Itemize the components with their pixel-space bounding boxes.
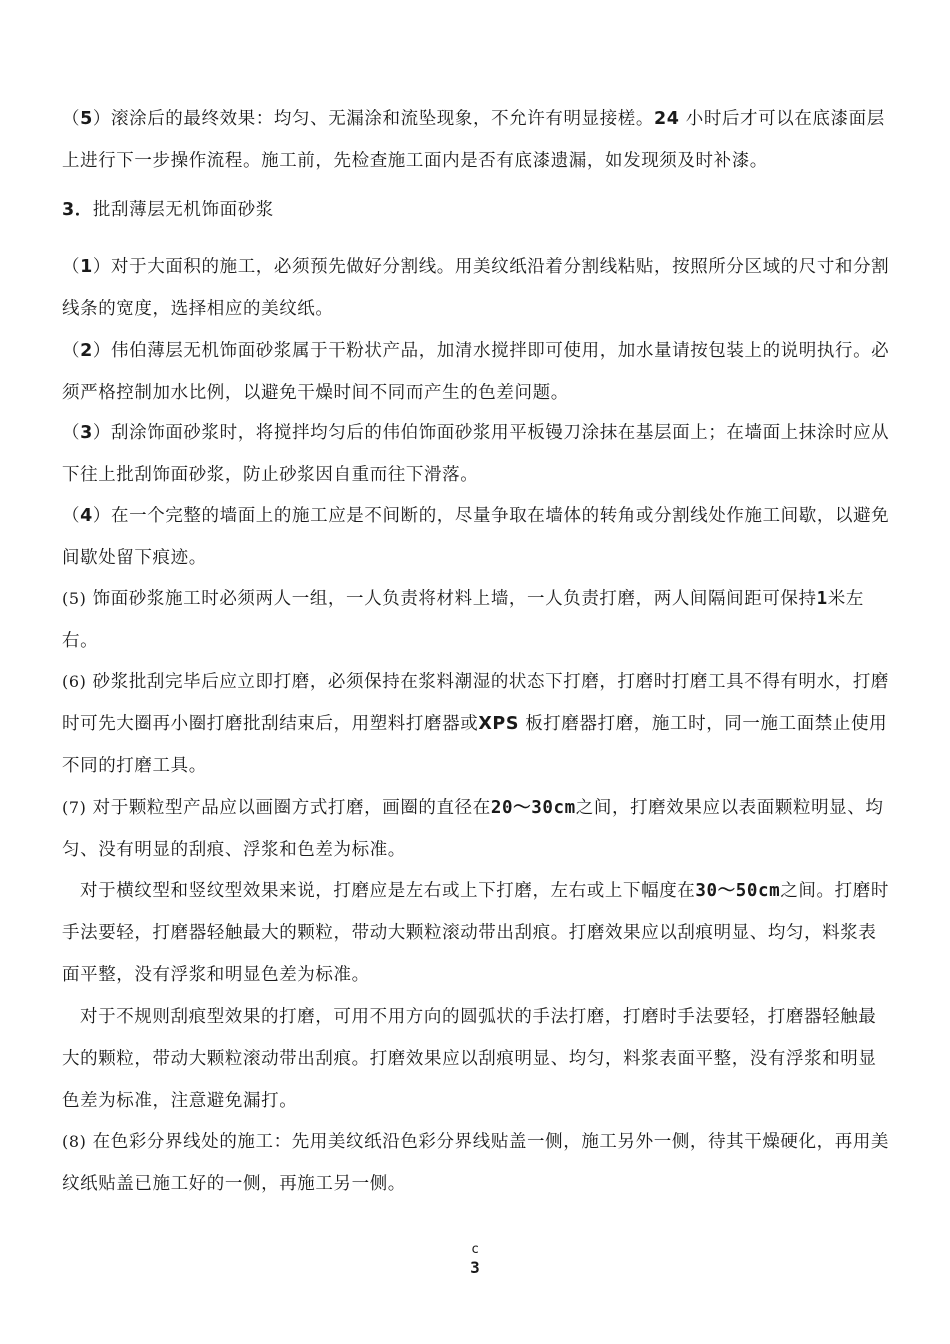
distance-value: 1 (816, 589, 828, 609)
amplitude-range: 30～50cm (695, 881, 781, 901)
paragraph-text: 小时后才可以在底漆面层上进行下一步操作流程。施工前，先检查施工面内是否有底漆遗漏，如发现须及时补漆。 (62, 109, 885, 171)
paragraph-item-1 (62, 246, 894, 330)
paragraph-text: ）在一个完整的墙面上的施工应是不间断的，尽量争取在墙体的转角或分割线处作施工间歇，以避免间歇处留下痕迹。 (62, 506, 890, 568)
item-number: 4 (80, 506, 93, 526)
section-heading (62, 190, 274, 230)
paragraph-text: 在色彩分界线处的施工：先用美纹纸沿色彩分界线贴盖一侧，施工另外一侧，待其干燥硬化，再用美纹纸贴盖已施工好的一侧，再施工另一侧。 (62, 1132, 890, 1194)
paragraph-irregular-pattern (62, 996, 894, 1122)
diameter-range: 20～30cm (490, 798, 576, 818)
paragraph-grain-pattern (62, 870, 894, 996)
paragraph-item-2 (62, 330, 894, 414)
paragraph-text: 对于横纹型和竖纹型效果来说，打磨应是左右或上下打磨，左右或上下幅度在 (80, 881, 696, 901)
paragraph-text: 板打磨器打磨，施工时，同一施工面禁止使用不同的打磨工具。 (62, 714, 888, 776)
item-label: (6) (62, 672, 87, 691)
paragraph-item-5 (62, 578, 894, 662)
paragraph-text: ）对于大面积的施工，必须预先做好分割线。用美纹纸沿着分割线粘贴，按照所分区域的尺寸和分割线条的宽度，选择相应的美纹纸。 (62, 257, 890, 319)
paren-open: （ (62, 109, 81, 129)
paragraph-item-4 (62, 495, 894, 579)
paren-open: （ (62, 506, 81, 526)
item-number: 1 (80, 257, 93, 277)
item-label: (5) (62, 589, 87, 608)
section-title: 批刮薄层无机饰面砂浆 (92, 200, 274, 220)
section-number: 3． (62, 200, 93, 220)
item-number: 2 (80, 341, 93, 361)
footer-mark: c (471, 1242, 479, 1257)
paragraph-text: 对于颗粒型产品应以画圈方式打磨，画圈的直径在 (86, 798, 491, 818)
paragraph-text: ）滚涂后的最终效果：均匀、无漏涂和流坠现象，不允许有明显接槎。 (92, 109, 654, 129)
paragraph-item-3 (62, 412, 894, 496)
paragraph-item-8 (62, 1121, 894, 1205)
xps-label: XPS (478, 714, 520, 734)
paragraph-text: 砂浆批刮完毕后应立即打磨，必须保持在浆料潮湿的状态下打磨，打磨时打磨工具不得有明水，打磨时可先大圈再小圈打磨批刮结束后，用塑料打磨器或 (62, 672, 890, 734)
paragraph-text: 对于不规则刮痕型效果的打磨，可用不用方向的圆弧状的手法打磨，打磨时手法要轻，打磨器轻触最大的颗粒，带动大颗粒滚动带出刮痕。打磨效果应以刮痕明显、均匀，料浆表面平整，没有浮浆和明显色差为标准，注意避免漏打。 (62, 1007, 877, 1111)
hours-value: 24 (654, 109, 680, 129)
paragraph-item-7 (62, 787, 894, 871)
paren-open: （ (62, 341, 81, 361)
paren-open: （ (62, 257, 81, 277)
paragraph-text: 之间。打磨时手法要轻，打磨器轻触最大的颗粒，带动大颗粒滚动带出刮痕。打磨效果应以刮痕明显、均匀，料浆表面平整，没有浮浆和明显色差为标准。 (62, 881, 889, 985)
item-number: 3 (80, 423, 93, 443)
paragraph-item-6 (62, 661, 894, 787)
item-label: (8) (62, 1132, 87, 1151)
page-number: 3 (470, 1258, 480, 1277)
paragraph-text: ）伟伯薄层无机饰面砂浆属于干粉状产品，加清水搅拌即可使用，加水量请按包装上的说明执行。必须严格控制加水比例，以避免干燥时间不同而产生的色差问题。 (62, 341, 890, 403)
paragraph-text: 米左右。 (62, 589, 864, 651)
paragraph-roller-result (62, 98, 894, 182)
item-number: 5 (80, 109, 93, 129)
paragraph-text: 饰面砂浆施工时必须两人一组，一人负责将材料上墙，一人负责打磨，两人间隔间距可保持 (86, 589, 817, 609)
item-label: (7) (62, 798, 87, 817)
paren-open: （ (62, 423, 81, 443)
paragraph-text: ）刮涂饰面砂浆时，将搅拌均匀后的伟伯饰面砂浆用平板镘刀涂抹在基层面上；在墙面上抹涂时应从下往上批刮饰面砂浆，防止砂浆因自重而往下滑落。 (62, 423, 890, 485)
paragraph-text: 之间，打磨效果应以表面颗粒明显、均匀、没有明显的刮痕、浮浆和色差为标准。 (62, 798, 884, 860)
